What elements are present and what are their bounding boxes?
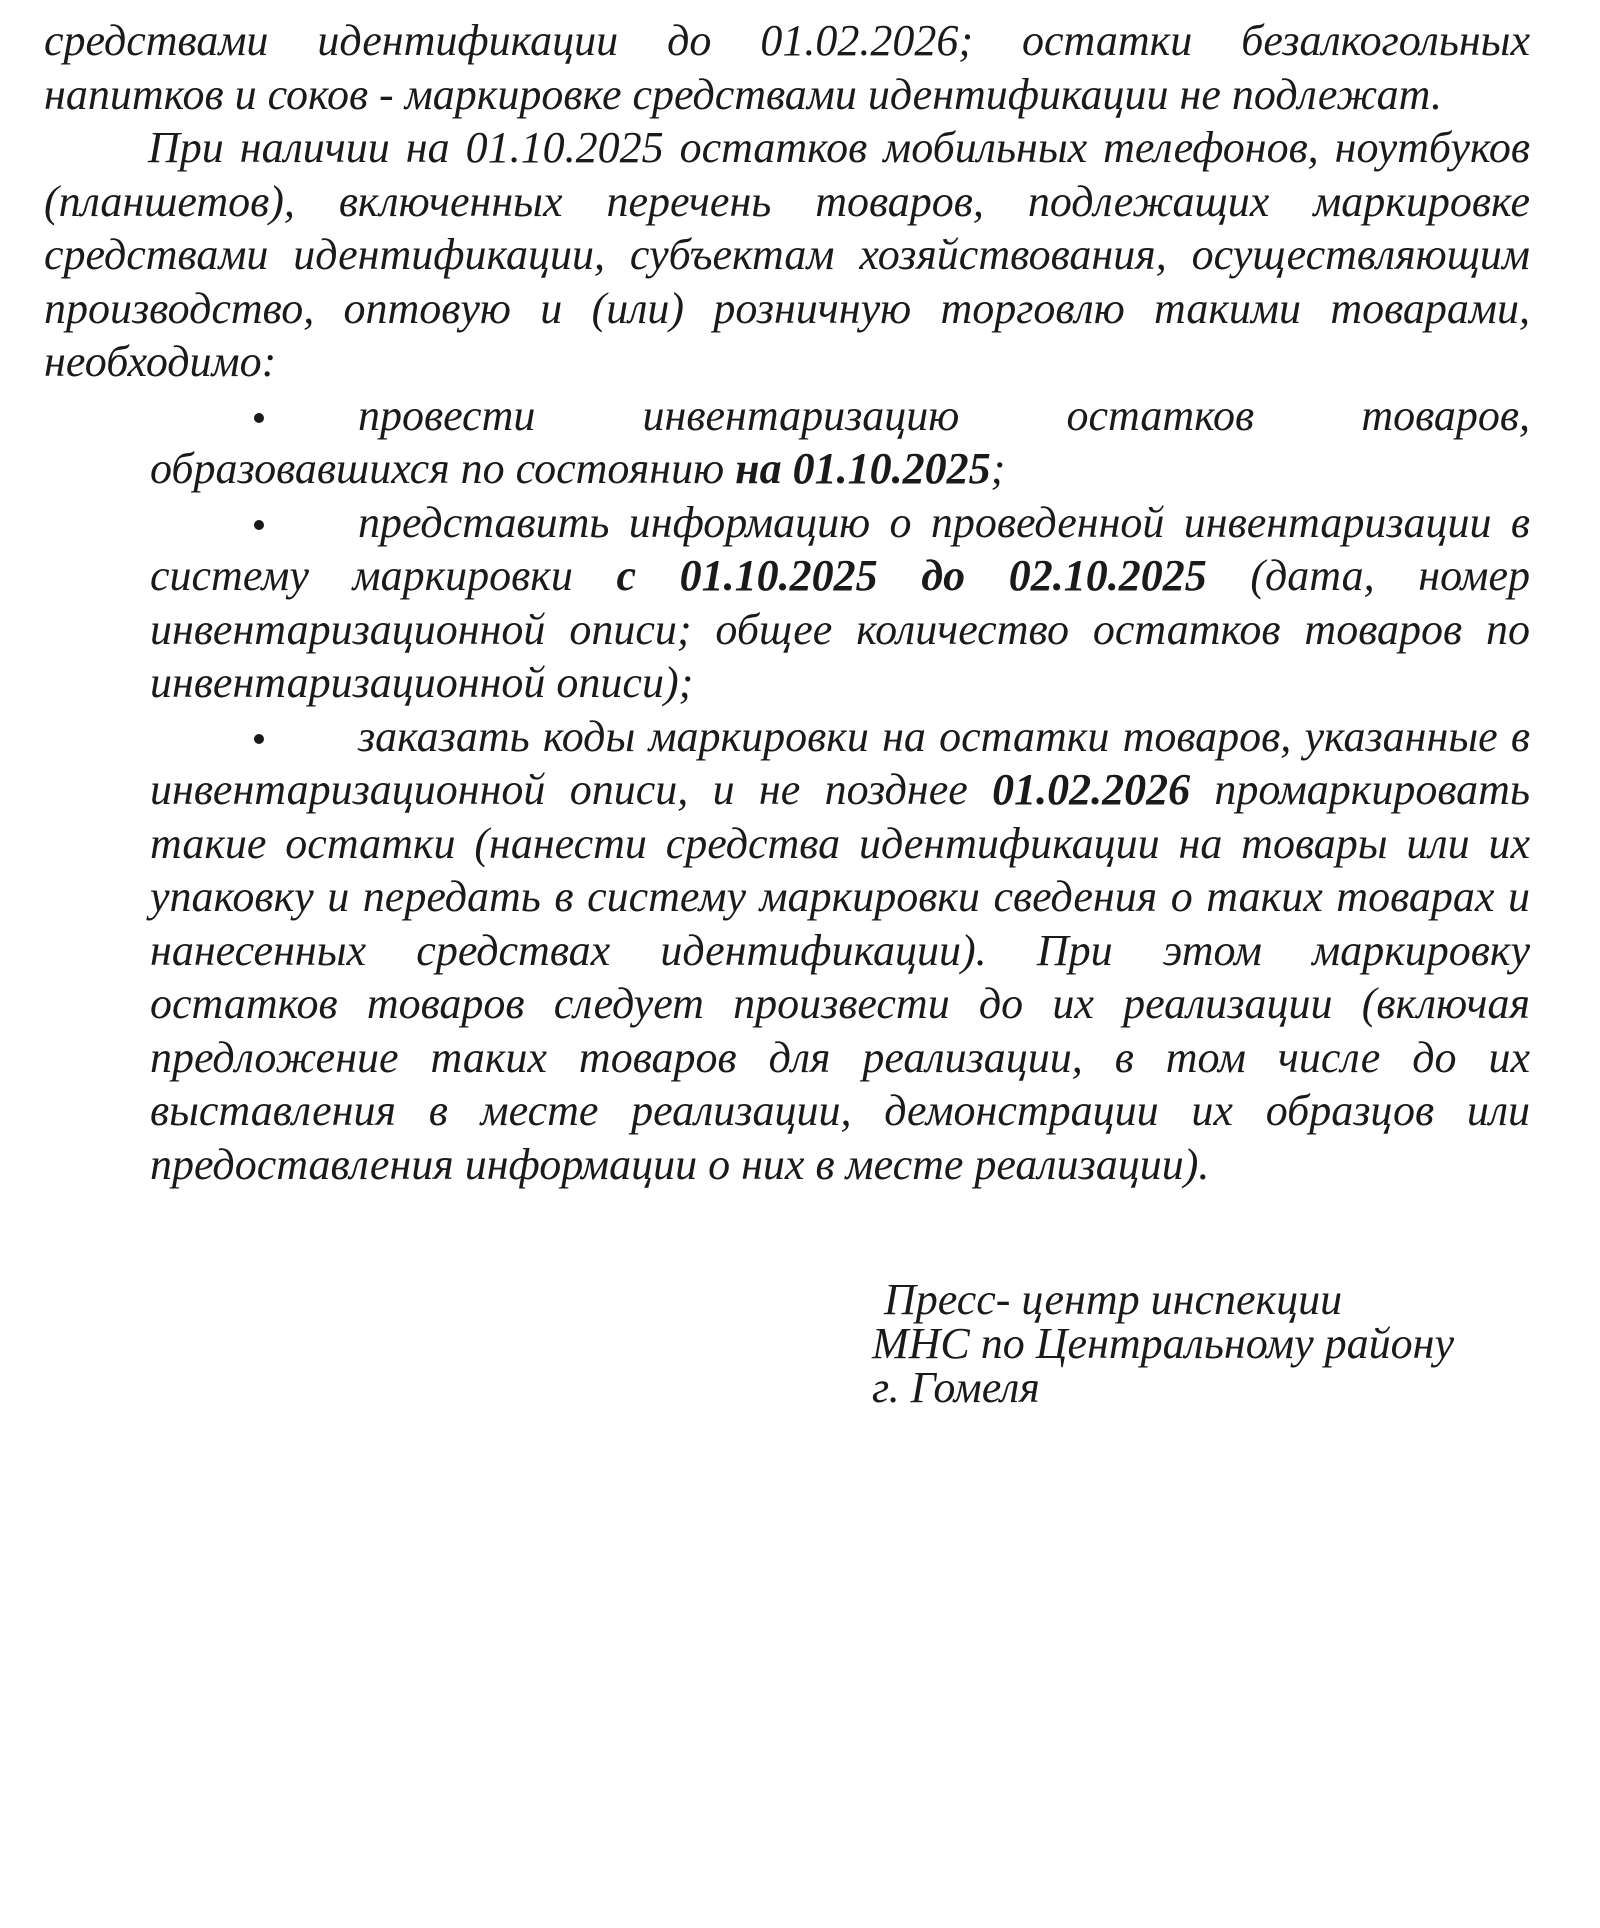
signature-block	[872, 1275, 1455, 1412]
list-item-text: провести инвентаризацию остатков товаров, образовавшихся по состоянию	[150, 390, 1530, 493]
bullet-icon	[254, 520, 264, 530]
list-item-text-end: (дата, номер инвентаризационной описи; общее количество остатков товаров по инвентаризационной описи);	[150, 551, 1530, 707]
list-item-text-end: промаркировать такие остатки (нанести средства идентификации на товары или их упаковку и передать в систему маркировки сведения о таких товарах и нанесенных средствах идентификации). При этом маркировку остатков товаров следует произвести до их реализации (включая предложение таких товаров для реализации, в том числе до их выставления в месте реализации, демонстрации их образцов или предоставления информации о них в месте реализации).	[150, 765, 1530, 1189]
list-item-text-end: ;	[990, 444, 1006, 493]
requirements-list	[44, 389, 1530, 1192]
document-page	[44, 14, 1530, 1191]
list-item	[150, 496, 1530, 710]
list-item-text: представить информацию о проведенной инвентаризации в систему маркировки	[150, 497, 1530, 600]
bullet-icon	[254, 413, 264, 423]
main-paragraph: При наличии на 01.10.2025 остатков мобильных телефонов, ноутбуков (планшетов), включенных перечень товаров, подлежащих маркировке средствами идентификации, субъектам хозяйствования, осуществляющим производство, оптовую и (или) розничную торговлю такими товарами, необходимо:	[44, 123, 1530, 386]
signature-line-3: г. Гомеля	[872, 1363, 1040, 1412]
list-item	[150, 710, 1530, 1192]
bullet-icon	[254, 734, 264, 744]
list-item-date: с 01.10.2025 до 02.10.2025	[616, 551, 1207, 600]
list-item-date: 01.02.2026	[992, 765, 1191, 814]
signature-line-2: МНС по Центральному району	[872, 1319, 1455, 1368]
list-item	[150, 389, 1530, 496]
list-item-text: заказать коды маркировки на остатки товаров, указанные в инвентаризационной описи, и не позднее	[150, 711, 1530, 814]
intro-paragraph: средствами идентификации до 01.02.2026; остатки безалкогольных напитков и соков - маркировке средствами идентификации не подлежат.	[44, 16, 1530, 119]
list-item-date: на 01.10.2025	[735, 444, 991, 493]
signature-line-1: Пресс- центр инспекции	[884, 1275, 1343, 1324]
